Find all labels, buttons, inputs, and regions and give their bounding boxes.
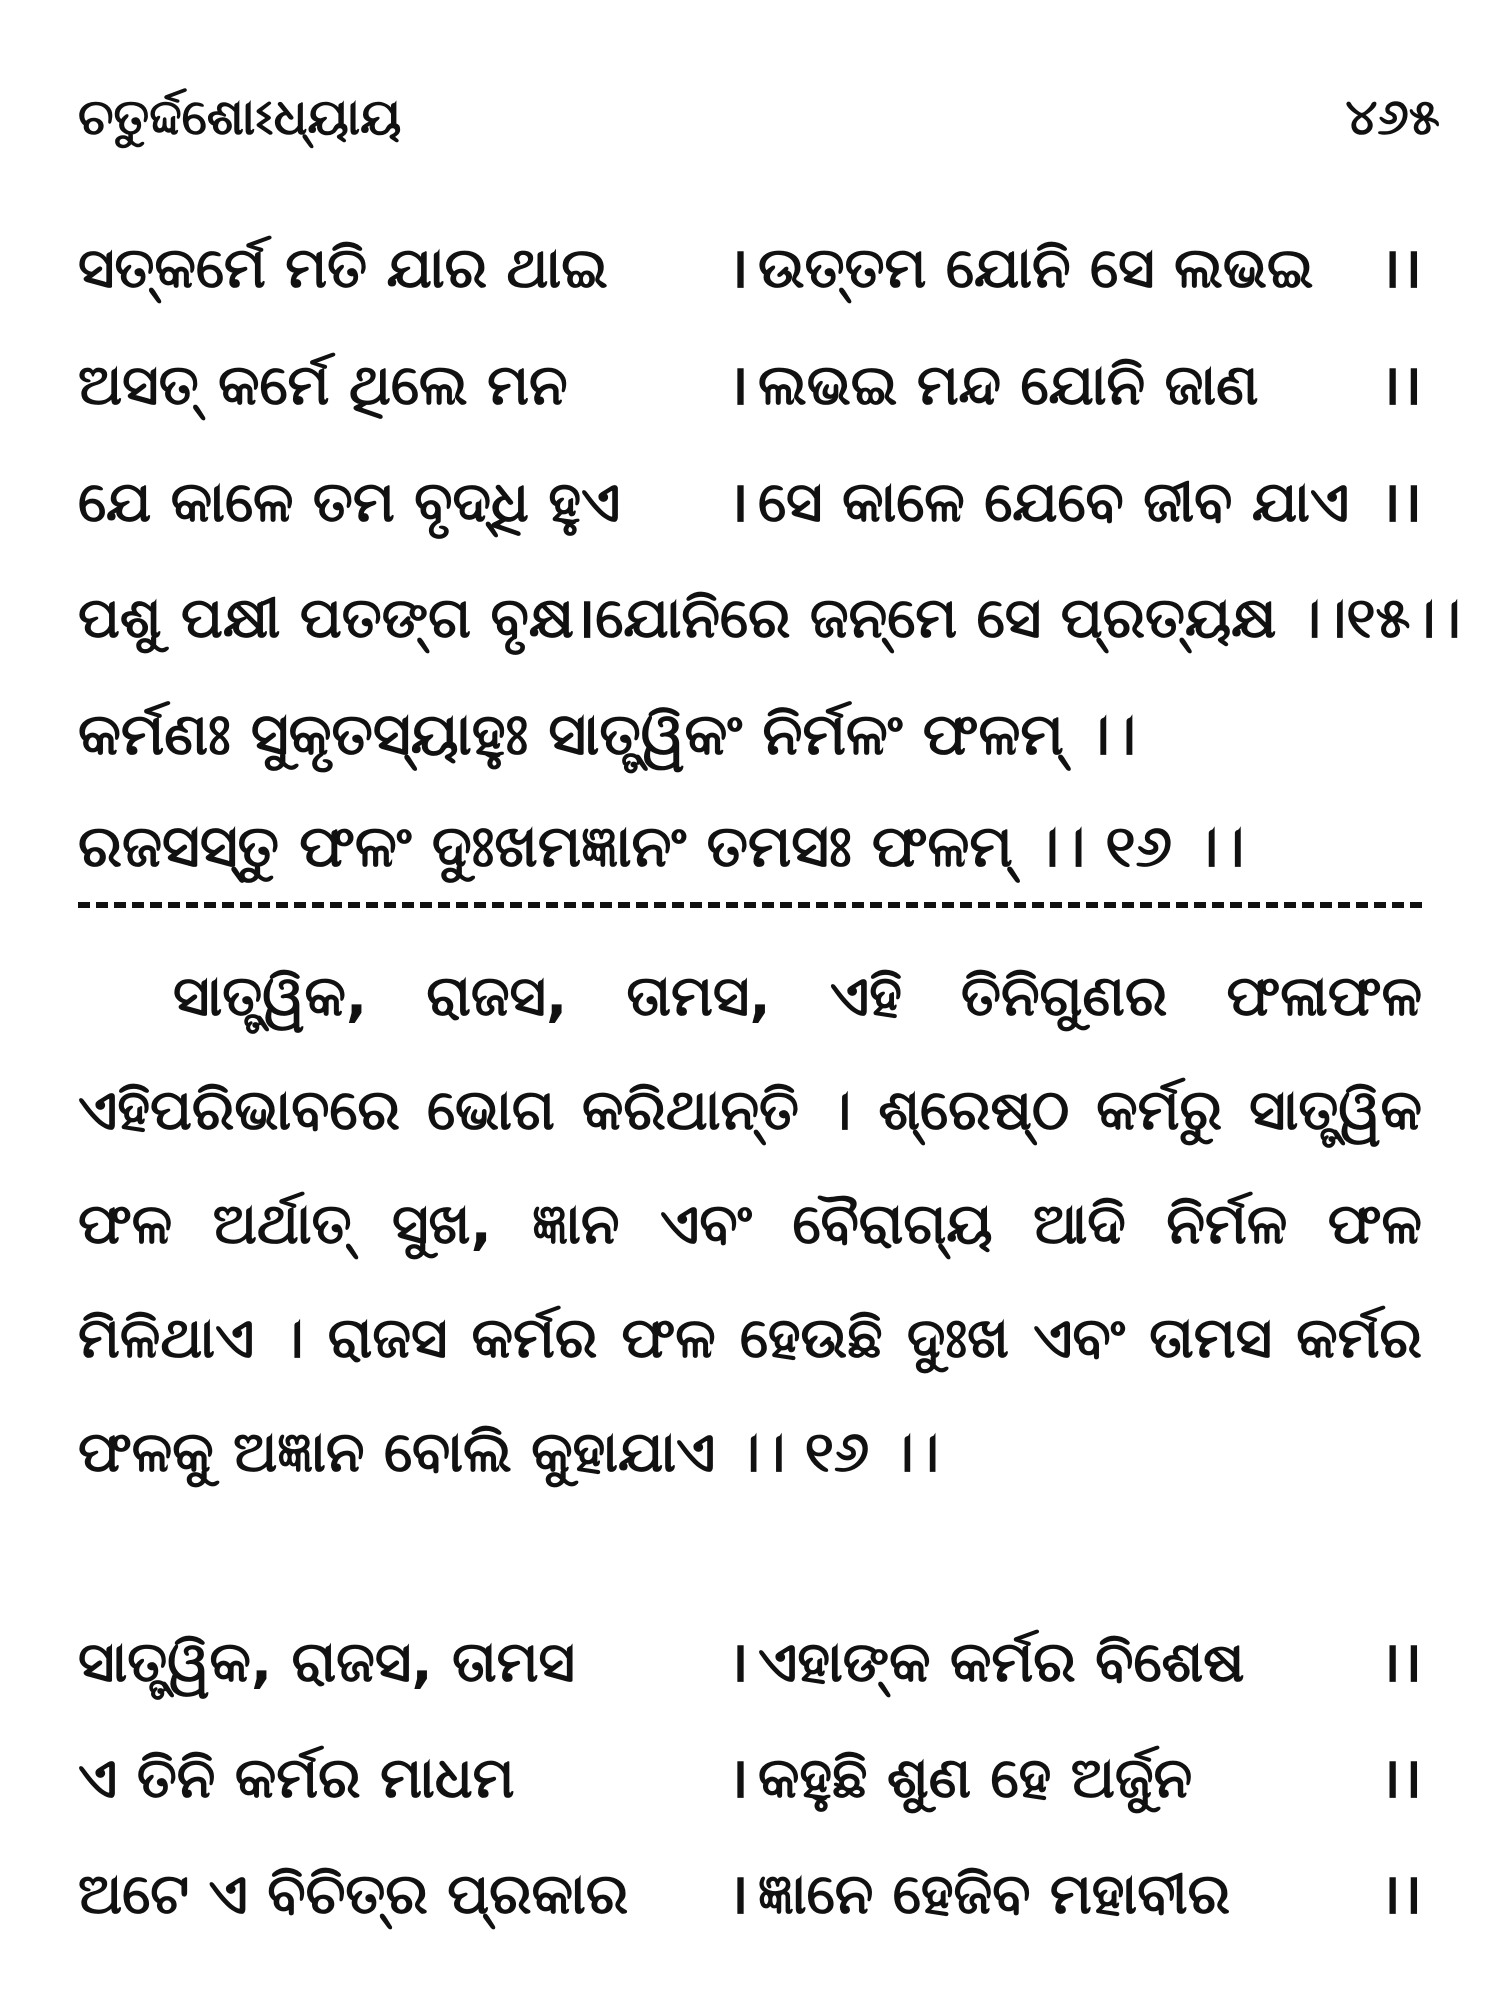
verse-end-mark: ।।	[1379, 470, 1422, 535]
verse-right: ଲଭଇ ମନ୍ଦ ଯୋନି ଜାଣ	[758, 353, 1259, 418]
verse-left: ଯେ କାଳେ ତମ ବୃଦ୍ଧି ହୁଏ	[78, 470, 621, 535]
verse-separator: ।	[727, 470, 749, 535]
verse-left: ଏ ତିନି କର୍ମର ମାଧମ	[78, 1746, 515, 1811]
verse-line	[78, 1738, 1422, 1814]
verse-end-mark: ।।	[1379, 1862, 1422, 1927]
verse-line	[78, 228, 1422, 304]
verse-right: କହୁଛି ଶୁଣ ହେ ଅର୍ଜୁନ	[758, 1746, 1193, 1811]
verse-left: ଅସତ୍ କର୍ମେ ଥିଲେ ମନ	[78, 353, 568, 418]
chapter-title: ଚତୁର୍ଦ୍ଦଶୋଽଧ୍ୟାୟ	[78, 88, 402, 146]
verse-line	[78, 462, 1422, 538]
verse-separator: ।	[727, 1630, 749, 1695]
verse-end-mark: ।।	[1379, 353, 1422, 418]
verse-separator: ।	[727, 353, 749, 418]
verse-separator: ।	[727, 1862, 749, 1927]
verse-line	[78, 345, 1422, 421]
page-header	[78, 88, 1440, 147]
verse-left: ସାତ୍ତ୍ୱିକ, ରାଜସ, ତାମସ	[78, 1630, 576, 1695]
verse-line	[78, 578, 1461, 654]
page-number: ୪୬୫	[1345, 88, 1440, 146]
verse-line	[78, 1622, 1422, 1698]
sanskrit-sloka-line-2: ରଜସସ୍ତୁ ଫଳଂ ଦୁଃଖମଜ୍ଞାନଂ ତମସଃ ଫଳମ୍ ।। ୧୬ ।।	[78, 812, 1245, 880]
dashed-divider	[78, 902, 1422, 908]
verse-end-mark: ।।	[1379, 236, 1422, 301]
verse-separator: ।	[574, 586, 596, 651]
verse-right: ସେ କାଳେ ଯେବେ ଜୀବ ଯାଏ	[758, 470, 1350, 535]
verse-right: ଯୋନିରେ ଜନ୍ମେ ସେ ପ୍ରତ୍ୟକ୍ଷ ।।୧୫।।	[595, 586, 1461, 651]
verse-separator: ।	[727, 236, 749, 301]
verse-left: ସତ୍‌କର୍ମେ ମତି ଯାର ଥାଇ	[78, 236, 608, 301]
verse-right: ଉତ୍ତମ ଯୋନି ସେ ଲଭଇ	[758, 236, 1314, 301]
verse-separator: ।	[727, 1746, 749, 1811]
verse-left: ଅଟେ ଏ ବିଚିତ୍ର ପ୍ରକାର	[78, 1862, 629, 1927]
verse-end-mark: ।।	[1379, 1746, 1422, 1811]
sanskrit-sloka-line-1: କର୍ମଣଃ ସୁକୃତସ୍ୟାହୁଃ ସାତ୍ତ୍ୱିକଂ ନିର୍ମଳଂ ଫଳମ୍ ।।	[78, 700, 1137, 768]
commentary-paragraph: ସାତ୍ତ୍ୱିକ, ରାଜସ, ତାମସ, ଏହି ତିନିଗୁଣର ଫଳାଫଳ ଏହିପରିଭାବରେ ଭୋଗ କରିଥାନ୍ତି । ଶ୍ରେଷ୍ଠ କର୍ମରୁ ସାତ୍ତ୍ୱିକ ଫଳ ଅର୍ଥାତ୍ ସୁଖ, ଜ୍ଞାନ ଏବଂ ବୈରାଗ୍ୟ ଆଦି ନିର୍ମଳ ଫଳ ମିଳିଥାଏ । ରାଜସ କର୍ମର ଫଳ ହେଉଛି ଦୁଃଖ ଏବଂ ତାମସ କର୍ମର ଫଳକୁ ଅଜ୍ଞାନ ବୋଲି କୁହାଯାଏ ।। ୧୬ ।।	[78, 964, 1422, 1485]
verse-left: ପଶୁ ପକ୍ଷୀ ପତଙ୍ଗ ବୃକ୍ଷ	[78, 586, 575, 651]
verse-right: ଜ୍ଞାନେ ହେଜିବ ମହାବୀର	[758, 1862, 1231, 1927]
verse-end-mark: ।।	[1379, 1630, 1422, 1695]
verse-right: ଏହାଙ୍କ କର୍ମର ବିଶେଷ	[758, 1630, 1245, 1695]
verse-line	[78, 1854, 1422, 1930]
